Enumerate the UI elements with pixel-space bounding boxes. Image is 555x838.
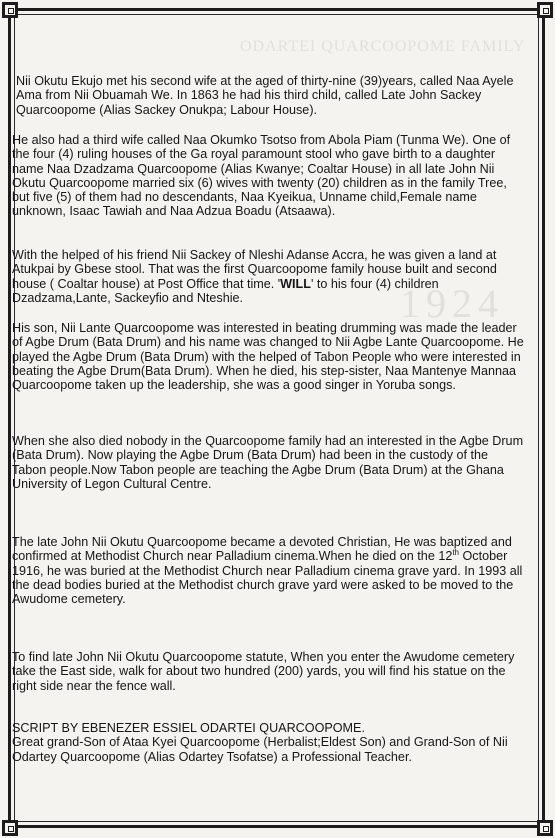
script-credit-body: Great grand-Son of Ataa Kyei Quarcoopome (Herbalist;Eldest Son) and Grand-Son of Nii Odartey Quarcoopome (Alias Odartey Tsofatse) a Professional Teacher.: [12, 735, 508, 764]
corner-ornament-top-right: [537, 2, 553, 18]
paragraph-agbe-drum: His son, Nii Lante Quarcoopome was interested in beating drumming was made the leader of Agbe Drum (Bata Drum) and his name was changed to Nii Agbe Lante Quarcoopome. He played the Agbe Drum (Bata Drum) with the helped of Tabon People who were interested in beating the Agbe Drum(Bata Drum). When he died, his step-sister, Naa Mantenye Mannaa Quarcoopome taken up the leadership, she was a good singer in Yoruba songs.: [12, 321, 524, 393]
corner-ornament-top-left: [2, 2, 18, 18]
paragraph-family-house: [12, 248, 524, 305]
will-emphasis: WILL: [280, 276, 311, 291]
script-credit: [12, 721, 524, 764]
ordinal-suffix: th: [452, 548, 459, 558]
corner-ornament-bottom-right: [537, 820, 553, 836]
paragraph-tabon-people: When she also died nobody in the Quarcoopome family had an interested in the Agbe Drum (Bata Drum). Now playing the Agbe Drum (Bata Drum) had been in the custody of the Tabon people.Now Tabon people are teaching the Agbe Drum (Bata Drum) at the Ghana University of Legon Cultural Centre.: [12, 434, 524, 491]
p3-text-after: ' to his four (4) children Dzadzama,Lante, Sackeyfio and Nteshie.: [12, 276, 439, 305]
bleed-through-year: 1924: [400, 281, 504, 326]
corner-ornament-bottom-left: [2, 820, 18, 836]
paragraph-christian-burial: [12, 535, 524, 606]
p3-text-before: With the helped of his friend Nii Sackey of Nleshi Adanse Accra, he was given a land at Atukpai by Gbese stool. That was the first Quarcoopome family house built and second house ( Coaltar house) at Post Office that time. ': [12, 248, 497, 291]
bleed-through-heading: ODARTEI QUARCOOPOME FAMILY: [240, 38, 526, 55]
script-credit-title: SCRIPT BY EBENEZER ESSIEL ODARTEI QUARCOOPOME.: [12, 721, 365, 735]
paragraph-statue-directions: To find late John Nii Okutu Quarcoopome statute, When you enter the Awudome cemetery take the East side, walk for about two hundred (200) yards, you will find his statue on the right side near the fence wall.: [12, 650, 515, 693]
p6-text-after: October 1916, he was buried at the Methodist Church near Palladium cinema grave yard. In 1993 all the dead bodies buried at the Methodist church grave yard were asked to be moved to the Awudome cemetery.: [12, 549, 523, 607]
paragraph-second-wife: Nii Okutu Ekujo met his second wife at the aged of thirty-nine (39)years, called Naa Ayele Ama from Nii Obuamah We. In 1863 he had his third child, called Late John Sackey Quarcoopome (Alias Sackey Onukpa; Labour House).: [16, 74, 514, 117]
paragraph-third-wife: He also had a third wife called Naa Okumko Tsotso from Abola Piam (Tunma We). One of the four (4) ruling houses of the Ga royal paramount stool who gave birth to a daughter name Naa Dzadzama Quarcoopome (Alias Kwanye; Coaltar House) in all late John Nii Okutu Quarcoopome married six (6) wives with twenty (20) children as in the family Tree, but five (5) of them had no descendants, Naa Kyeikua, Unname child,Female name unknown, Isaac Tawiah and Naa Adzua Boadu (Atsaawa).: [12, 133, 511, 219]
p6-text-before: The late John Nii Okutu Quarcoopome became a devoted Christian, He was baptized and confirmed at Methodist Church near Palladium cinema.When he died on the 12: [12, 535, 512, 564]
